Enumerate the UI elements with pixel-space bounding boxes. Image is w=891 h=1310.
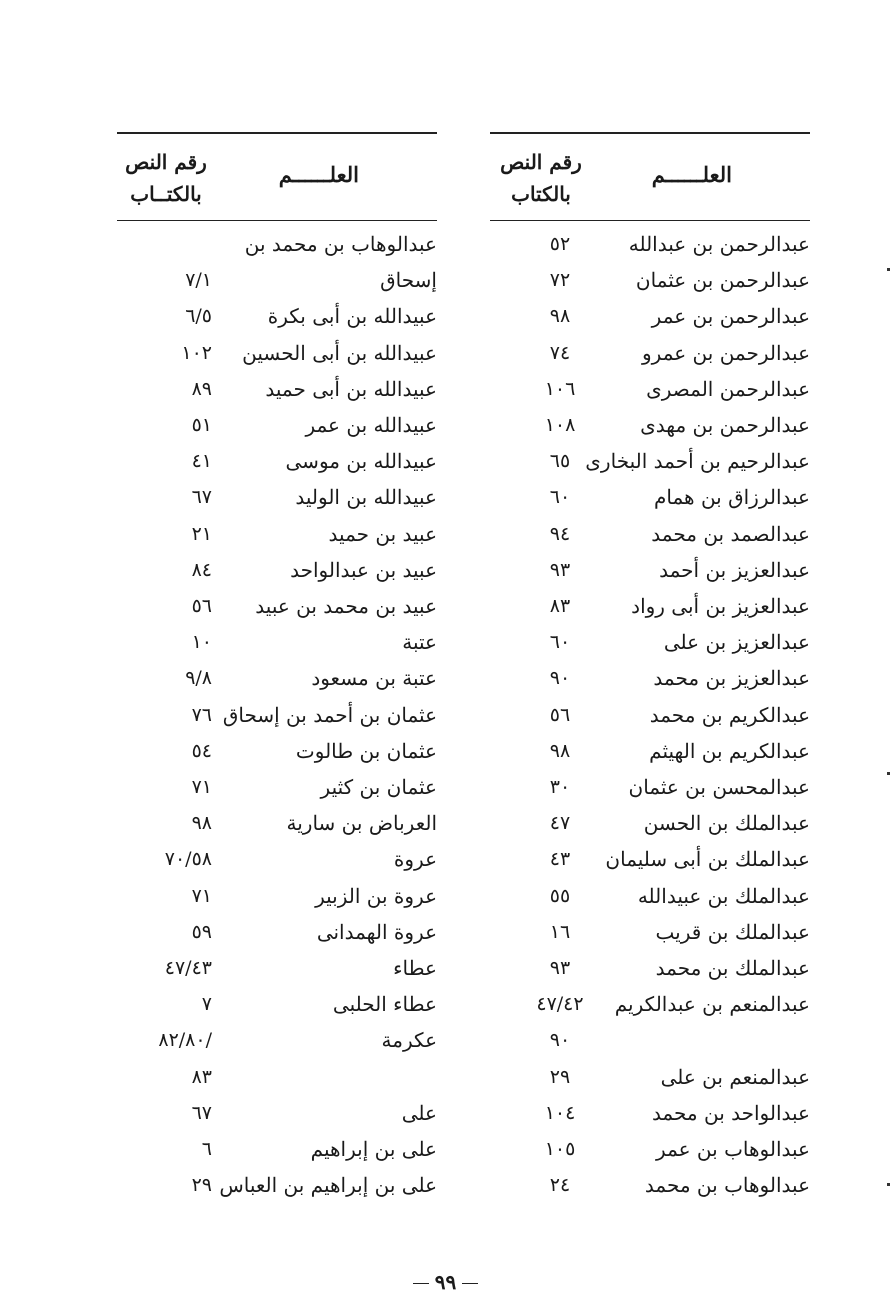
entry-text-number: ١٠٤ xyxy=(544,1101,576,1124)
entry-name: عبيدالله بن الوليد xyxy=(295,485,437,510)
index-entry xyxy=(490,373,810,409)
index-entry xyxy=(117,337,437,373)
entry-text-number: ٦٠ xyxy=(549,631,571,654)
index-entry xyxy=(117,554,437,590)
header-number-line2: بالكتــاب xyxy=(130,182,202,206)
header-number-line1: رقم النص xyxy=(500,150,582,174)
index-entry xyxy=(117,409,437,445)
entry-text-number: ٩٨ xyxy=(549,739,571,762)
entry-name: العرباض بن سارية xyxy=(286,811,437,836)
entry-text-number: ٩/٨ xyxy=(185,667,212,690)
index-entry xyxy=(117,807,437,843)
entry-name: عبيد بن عبدالواحد xyxy=(290,557,437,582)
entry-text-number: ٦/٥ xyxy=(185,305,212,328)
entry-name: عبدالرحمن بن عمر xyxy=(651,304,810,329)
index-entry xyxy=(117,1169,437,1205)
index-entry xyxy=(117,1097,437,1133)
entry-text-number: ٧٢ xyxy=(549,269,571,292)
entry-name: عروة الهمدانى xyxy=(316,919,437,944)
entry-name: عبدالعزيز بن أبى رواد xyxy=(631,594,810,618)
entry-name: عبدالعزيز بن محمد xyxy=(653,666,810,691)
page-number xyxy=(0,1270,891,1294)
index-entry xyxy=(117,626,437,662)
index-entry xyxy=(117,1133,437,1169)
entry-text-number: ٦ xyxy=(201,1138,212,1160)
index-entry xyxy=(117,771,437,807)
index-entry xyxy=(490,988,810,1024)
index-entry xyxy=(117,264,437,300)
index-entry xyxy=(490,952,810,988)
entry-text-number: ٢٩ xyxy=(549,1065,571,1088)
entry-text-number: ٦٥ xyxy=(549,450,571,473)
index-entry xyxy=(490,1169,810,1205)
entry-text-number: ٧ xyxy=(201,993,212,1016)
entry-name: عبدالوهاب بن محمد xyxy=(644,1173,810,1198)
entry-name: على بن إبراهيم بن العباس xyxy=(219,1173,437,1198)
entry-text-number: ٢١ xyxy=(191,522,212,545)
index-column-right xyxy=(490,132,810,1198)
index-entry xyxy=(490,843,810,879)
entry-text-number: ٨٤ xyxy=(191,558,212,581)
entry-name: عتبة xyxy=(402,630,437,655)
entry-text-number: ٩٠ xyxy=(549,667,571,690)
entry-text-number: ٥٦ xyxy=(549,703,571,726)
margin-mark xyxy=(887,1183,890,1186)
index-entry xyxy=(117,590,437,626)
entry-name: عبدالملك بن الحسن xyxy=(643,811,810,836)
entry-name: عبيد بن محمد بن عبيد xyxy=(255,594,437,618)
index-entry xyxy=(490,662,810,698)
entry-text-number: ٦٧ xyxy=(191,1101,212,1124)
entry-name: عبيدالله بن أبى بكرة xyxy=(267,304,437,329)
index-entry xyxy=(117,373,437,409)
index-entry xyxy=(117,699,437,735)
entry-text-number: ١٠٨ xyxy=(544,414,576,436)
entry-name: عبدالرحمن بن عمرو xyxy=(642,340,810,365)
index-entry xyxy=(117,988,437,1024)
entry-text-number: ٩٠ xyxy=(549,1029,571,1052)
index-entry xyxy=(490,1024,810,1060)
index-entry xyxy=(490,409,810,445)
dash-right xyxy=(462,1283,478,1284)
index-entry xyxy=(490,337,810,373)
entry-text-number: ٧/١ xyxy=(185,269,212,292)
entry-name: عبيدالله بن موسى xyxy=(285,449,437,474)
entry-text-number: ٤١ xyxy=(191,450,212,473)
entry-name: عبدالمحسن بن عثمان xyxy=(628,775,810,799)
index-entry xyxy=(490,518,810,554)
entry-text-number: ٤٣ xyxy=(549,848,571,871)
entry-text-number: ٤٧/٤٢ xyxy=(536,993,584,1016)
entry-text-number: ٧١ xyxy=(191,884,212,907)
entry-text-number: ٨٩ xyxy=(191,377,212,400)
header-number-line2: بالكتاب xyxy=(511,182,571,206)
entry-text-number: ٧١ xyxy=(191,776,212,798)
dash-left xyxy=(413,1283,429,1284)
entry-name: إسحاق xyxy=(380,268,437,293)
header-name-label: العلــــــم xyxy=(651,162,732,187)
entry-name: عبدالرحمن المصرى xyxy=(646,376,810,401)
entry-name: عتبة بن مسعود xyxy=(311,666,437,691)
index-entry xyxy=(490,590,810,626)
entry-text-number: ٧٤ xyxy=(549,341,571,364)
entry-name: عبيدالله بن أبى الحسين xyxy=(242,340,437,365)
index-entry xyxy=(490,264,810,300)
entry-text-number: ٥٥ xyxy=(549,884,571,907)
index-entry xyxy=(490,1133,810,1169)
entry-text-number: ٩٨ xyxy=(549,305,571,328)
entry-text-number: ٨٣ xyxy=(191,1065,212,1088)
entry-name: عبيدالله بن أبى حميد xyxy=(265,376,437,401)
entry-text-number: ٧٠/٥٨ xyxy=(164,848,212,871)
entry-text-number: ٩٤ xyxy=(549,522,571,545)
index-entry xyxy=(117,916,437,952)
entry-name: عبدالوهاب بن محمد بن xyxy=(244,232,437,256)
entry-text-number: ٣٠ xyxy=(549,776,571,798)
index-entry xyxy=(490,807,810,843)
entry-name: عبدالرحمن بن مهدى xyxy=(640,413,810,437)
index-column-left xyxy=(117,132,437,1198)
index-entry xyxy=(117,518,437,554)
index-entry xyxy=(490,735,810,771)
entry-name: عروة بن الزبير xyxy=(315,883,437,908)
entry-text-number: ٥٩ xyxy=(191,920,212,943)
entry-text-number: ٩٣ xyxy=(549,957,571,979)
entry-name: عبدالوهاب بن عمر xyxy=(656,1137,810,1161)
index-entry xyxy=(117,1061,437,1097)
entry-text-number: ١٠٦ xyxy=(544,377,576,400)
entry-text-number: ١٠ xyxy=(191,631,212,654)
index-entry xyxy=(117,843,437,879)
entry-name: عبدالرحمن بن عثمان xyxy=(635,268,810,293)
entry-text-number: ٢٤ xyxy=(549,1174,571,1197)
entry-text-number: ٨٣ xyxy=(549,595,571,617)
entry-text-number: ٢٩ xyxy=(191,1174,212,1197)
index-entry xyxy=(490,699,810,735)
entry-name: عبدالملك بن أبى سليمان xyxy=(605,847,810,872)
index-entry xyxy=(490,481,810,517)
entry-name: عبدالعزيز بن على xyxy=(663,630,810,655)
entry-name: عثمان بن طالوت xyxy=(295,738,437,763)
entry-name: عثمان بن كثير xyxy=(320,775,437,799)
entry-name: عكرمة xyxy=(381,1028,437,1053)
entry-name: عبدالمنعم بن على xyxy=(660,1064,810,1089)
index-entry xyxy=(490,771,810,807)
entry-name: عطاء الحلبى xyxy=(332,992,437,1017)
index-entry xyxy=(490,916,810,952)
page-number-text: ٩٩ xyxy=(434,1270,457,1294)
index-entry xyxy=(490,300,810,336)
entry-name: عطاء xyxy=(393,956,437,980)
header-number-line1: رقم النص xyxy=(125,150,207,174)
entry-name: على بن إبراهيم xyxy=(310,1137,437,1161)
entry-text-number: ٦٧ xyxy=(191,486,212,509)
entry-name: عبدالواحد بن محمد xyxy=(651,1100,810,1125)
entry-name: عبدالملك بن محمد xyxy=(655,956,810,980)
entry-text-number: ٥٤ xyxy=(191,739,212,762)
entry-name: عبدالمنعم بن عبدالكريم xyxy=(614,992,810,1017)
entry-name: عبدالرزاق بن همام xyxy=(654,485,810,510)
entry-text-number: ١٠٥ xyxy=(544,1138,576,1160)
entry-text-number: ٥٦ xyxy=(191,595,212,617)
index-entry xyxy=(490,554,810,590)
header-name-label: العلــــــم xyxy=(278,162,359,187)
entry-name: عبدالكريم بن محمد xyxy=(649,702,810,727)
index-entry xyxy=(490,1097,810,1133)
entry-name: عبيد بن حميد xyxy=(328,521,437,546)
column-header xyxy=(490,134,810,221)
index-entry xyxy=(490,1061,810,1097)
entry-text-number: /٨٢/٨٠ xyxy=(158,1029,212,1052)
entry-name: عبدالملك بن عبيدالله xyxy=(637,883,810,908)
margin-mark xyxy=(887,268,890,271)
entry-name: عبدالملك بن قريب xyxy=(655,919,810,944)
entry-text-number: ٧٦ xyxy=(191,703,212,726)
entry-text-number: ٥٢ xyxy=(549,233,571,255)
entry-text-number: ٩٨ xyxy=(191,812,212,835)
header-number-label xyxy=(121,146,211,210)
entry-name: عبدالصمد بن محمد xyxy=(651,521,810,546)
entry-text-number: ٩٣ xyxy=(549,558,571,581)
column-header xyxy=(117,134,437,221)
entry-name: عبدالرحمن بن عبدالله xyxy=(628,232,810,256)
index-entry xyxy=(117,228,437,264)
index-entry xyxy=(117,880,437,916)
entry-name: عروة xyxy=(393,847,437,872)
index-entry xyxy=(117,300,437,336)
entry-name: عبدالكريم بن الهيثم xyxy=(649,738,810,763)
index-entry xyxy=(490,626,810,662)
index-entry xyxy=(490,228,810,264)
entry-name: عبدالعزيز بن أحمد xyxy=(659,557,810,582)
entry-text-number: ٦٠ xyxy=(549,486,571,509)
index-entry xyxy=(490,880,810,916)
entry-name: على xyxy=(401,1100,437,1125)
entry-text-number: ٤٧ xyxy=(549,812,571,835)
entry-text-number: ٤٧/٤٣ xyxy=(164,957,212,979)
index-entry xyxy=(490,445,810,481)
index-entry xyxy=(117,735,437,771)
index-entry xyxy=(117,1024,437,1060)
index-entry xyxy=(117,662,437,698)
entry-name: عبيدالله بن عمر xyxy=(305,413,437,437)
index-entry xyxy=(117,952,437,988)
margin-mark xyxy=(887,772,890,775)
index-entry xyxy=(117,445,437,481)
entry-name: عبدالرحيم بن أحمد البخارى xyxy=(585,449,810,474)
entry-name: عثمان بن أحمد بن إسحاق xyxy=(222,702,437,727)
index-entry xyxy=(117,481,437,517)
header-number-label xyxy=(496,146,586,210)
entry-text-number: ٥١ xyxy=(191,414,212,436)
entry-text-number: ١٠٢ xyxy=(181,341,212,364)
entry-text-number: ١٦ xyxy=(549,920,571,943)
